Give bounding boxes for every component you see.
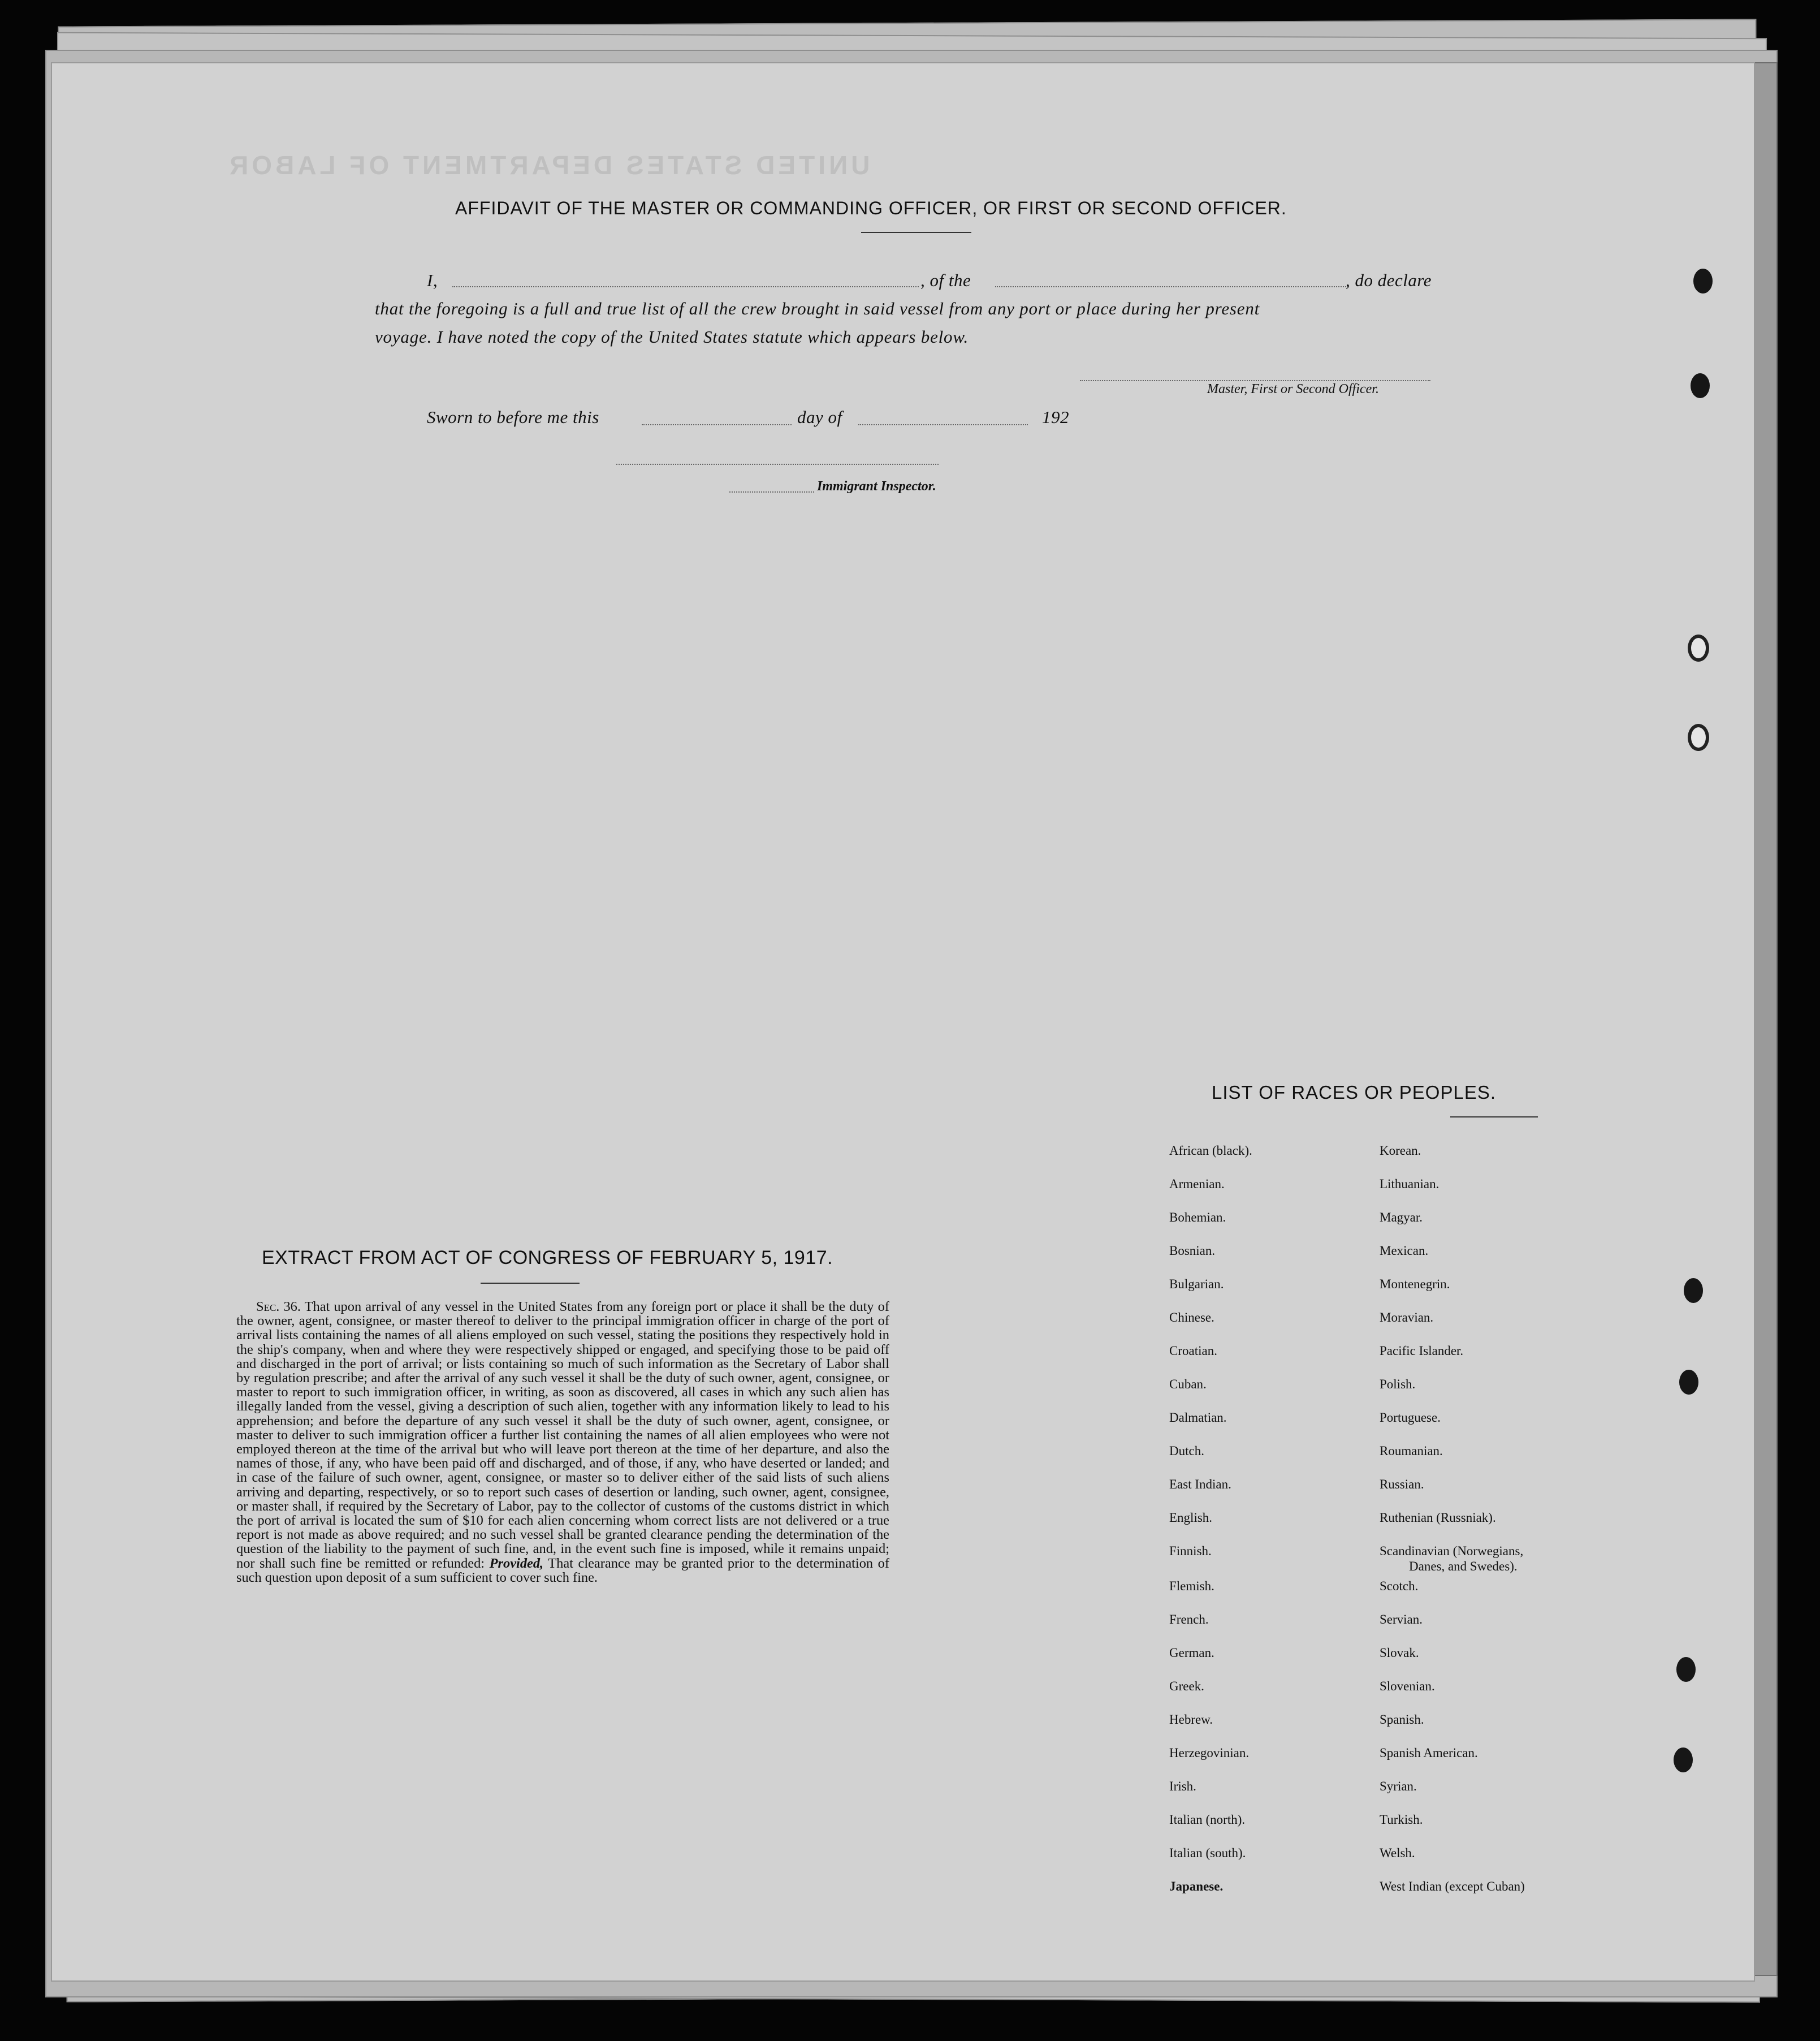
extract-title: EXTRACT FROM ACT OF CONGRESS OF FEBRUARY 5, 1917. bbox=[262, 1247, 833, 1268]
race-item: Servian. bbox=[1380, 1612, 1423, 1626]
affidavit-declare: , do declare bbox=[1346, 270, 1432, 290]
sworn-day-of: day of bbox=[797, 407, 842, 427]
race-item: West Indian (except Cuban) bbox=[1380, 1879, 1525, 1893]
race-item: Scotch. bbox=[1380, 1579, 1419, 1593]
punch-hole bbox=[1688, 635, 1709, 662]
race-item: Ruthenian (Russniak). bbox=[1380, 1511, 1496, 1525]
affidavit-line2: that the foregoing is a full and true list of all the crew brought in said vessel from any port or place during her present bbox=[375, 299, 1260, 318]
punch-hole bbox=[1679, 1370, 1698, 1395]
race-item: Chinese. bbox=[1169, 1310, 1214, 1324]
section-text-end: That clearance may be granted prior to the determination of such question upon deposit of a sum sufficient to cover such fine. bbox=[236, 1555, 889, 1585]
race-item: French. bbox=[1169, 1612, 1209, 1626]
section-text: That upon arrival of any vessel in the United States from any foreign port or place it shall be the duty of the owner, agent, consignee, or master thereof to deliver to the principal immigration officer in charge of the port of arrival lists containing the names of all aliens employed on such vessel, stating the positions they respectively hold in the ship's company, when and where they were respectively shipped or engaged, and specifying those to be paid off and discharged in the port of arrival; or lists containing so much of such information as the Secretary of Labor shall by regulation prescribe; and after the arrival of any such vessel it shall be the duty of such owner, agent, consignee, or master to report to such immigration officer, in writing, as soon as discovered, all cases in which any such alien has illegally landed from the vessel, giving a description of such alien, together with any information likely to lead to his apprehension; and before the departure of any such vessel it shall be the duty of such owner, agent, consignee, or master to deliver to such immigration officer a further list containing the names of all alien employees who were not employed thereon at the time of the arrival but who will leave port thereon at the time of her departure, and also the names of those, if any, who have been paid off and discharged, and of those, if any, who have deserted or landed; and in case of the failure of such owner, agent, consignee, or master so to deliver either of the said lists of such aliens arriving and departing, respectively, or so to report such cases of desertion or landing, such owner, agent, consignee, or master shall, if required by the Secretary of Labor, pay to the collector of customs of the customs district in which the port of arrival is located the sum of $10 for each alien concerning whom correct lists are not delivered or a true report is not made as above required; and no such vessel shall be granted clearance pending the determination of the question of the liability to the payment of such fine, and, in the event such fine is imposed, while it remains unpaid; nor shall such fine be remitted or refunded: bbox=[236, 1299, 889, 1571]
bleed-through-header: UNITED STATES DEPARTMENT OF LABOR bbox=[226, 150, 870, 180]
month-blank[interactable] bbox=[858, 424, 1028, 425]
name-blank[interactable] bbox=[452, 286, 919, 287]
race-item: Russian. bbox=[1380, 1477, 1424, 1491]
title-rule bbox=[861, 232, 971, 233]
races-title: LIST OF RACES OR PEOPLES. bbox=[1212, 1082, 1497, 1103]
race-item: Bohemian. bbox=[1169, 1210, 1226, 1224]
race-item: Armenian. bbox=[1169, 1177, 1225, 1191]
race-item: Dutch. bbox=[1169, 1444, 1204, 1458]
race-item: Portuguese. bbox=[1380, 1410, 1441, 1425]
document-page bbox=[51, 62, 1755, 1982]
sworn-year: 192 bbox=[1042, 407, 1069, 427]
race-item: Italian (north). bbox=[1169, 1813, 1246, 1827]
extract-rule bbox=[481, 1283, 580, 1284]
race-item: Spanish American. bbox=[1380, 1746, 1478, 1760]
race-item: Croatian. bbox=[1169, 1344, 1217, 1358]
race-item: Moravian. bbox=[1380, 1310, 1434, 1324]
race-item: Slovak. bbox=[1380, 1646, 1419, 1660]
race-item: Irish. bbox=[1169, 1779, 1196, 1793]
inspector-short-line bbox=[729, 491, 814, 493]
race-item: Welsh. bbox=[1380, 1846, 1415, 1860]
race-item: Finnish. bbox=[1169, 1544, 1212, 1558]
punch-hole bbox=[1691, 373, 1710, 398]
affidavit-line3: voyage. I have noted the copy of the United States statute which appears below. bbox=[375, 327, 969, 347]
race-item: Montenegrin. bbox=[1380, 1277, 1450, 1291]
race-item: Lithuanian. bbox=[1380, 1177, 1439, 1191]
punch-hole bbox=[1688, 724, 1709, 751]
race-item: Herzegovinian. bbox=[1169, 1746, 1250, 1760]
race-item: Hebrew. bbox=[1169, 1712, 1213, 1727]
punch-hole bbox=[1676, 1657, 1696, 1682]
affidavit-i: I, bbox=[427, 270, 438, 290]
race-item: Polish. bbox=[1380, 1377, 1416, 1391]
race-item: Dalmatian. bbox=[1169, 1410, 1227, 1425]
races-rule bbox=[1450, 1116, 1538, 1117]
race-item: Mexican. bbox=[1380, 1244, 1429, 1258]
race-item: Roumanian. bbox=[1380, 1444, 1443, 1458]
sworn-prefix: Sworn to before me this bbox=[427, 407, 599, 427]
race-item: Bulgarian. bbox=[1169, 1277, 1224, 1291]
race-item: Turkish. bbox=[1380, 1813, 1423, 1827]
race-item: Spanish. bbox=[1380, 1712, 1424, 1727]
section-label: Sec. 36. bbox=[256, 1299, 301, 1314]
race-item: Italian (south). bbox=[1169, 1846, 1246, 1860]
day-blank[interactable] bbox=[642, 424, 792, 425]
race-item: German. bbox=[1169, 1646, 1214, 1660]
master-signature-line[interactable] bbox=[1080, 380, 1430, 381]
extract-body bbox=[236, 1300, 889, 1585]
race-item: Cuban. bbox=[1169, 1377, 1207, 1391]
punch-hole bbox=[1693, 269, 1713, 294]
race-item: Syrian. bbox=[1380, 1779, 1417, 1793]
inspector-signature-line[interactable] bbox=[616, 464, 939, 465]
punch-hole bbox=[1674, 1747, 1693, 1772]
inspector-label: Immigrant Inspector. bbox=[817, 479, 936, 494]
master-label: Master, First or Second Officer. bbox=[1207, 382, 1379, 396]
race-item: Pacific Islander. bbox=[1380, 1344, 1464, 1358]
punch-hole bbox=[1684, 1278, 1703, 1303]
race-item: Greek. bbox=[1169, 1679, 1204, 1693]
race-item: Scandinavian (Norwegians, bbox=[1380, 1544, 1524, 1558]
race-item: Magyar. bbox=[1380, 1210, 1423, 1224]
race-item: Slovenian. bbox=[1380, 1679, 1435, 1693]
race-item: East Indian. bbox=[1169, 1477, 1231, 1491]
race-item: Japanese. bbox=[1169, 1879, 1224, 1893]
race-item: English. bbox=[1169, 1511, 1213, 1525]
race-item: Korean. bbox=[1380, 1144, 1421, 1158]
race-item-continuation: Danes, and Swedes). bbox=[1409, 1559, 1518, 1573]
affidavit-title: AFFIDAVIT OF THE MASTER OR COMMANDING OFFICER, OR FIRST OR SECOND OFFICER. bbox=[455, 198, 1287, 218]
race-item: Bosnian. bbox=[1169, 1244, 1216, 1258]
race-item: Flemish. bbox=[1169, 1579, 1214, 1593]
affidavit-of-the: , of the bbox=[920, 270, 971, 290]
vessel-blank[interactable] bbox=[995, 286, 1348, 287]
race-item: African (black). bbox=[1169, 1144, 1252, 1158]
provided-word: Provided, bbox=[489, 1555, 544, 1571]
